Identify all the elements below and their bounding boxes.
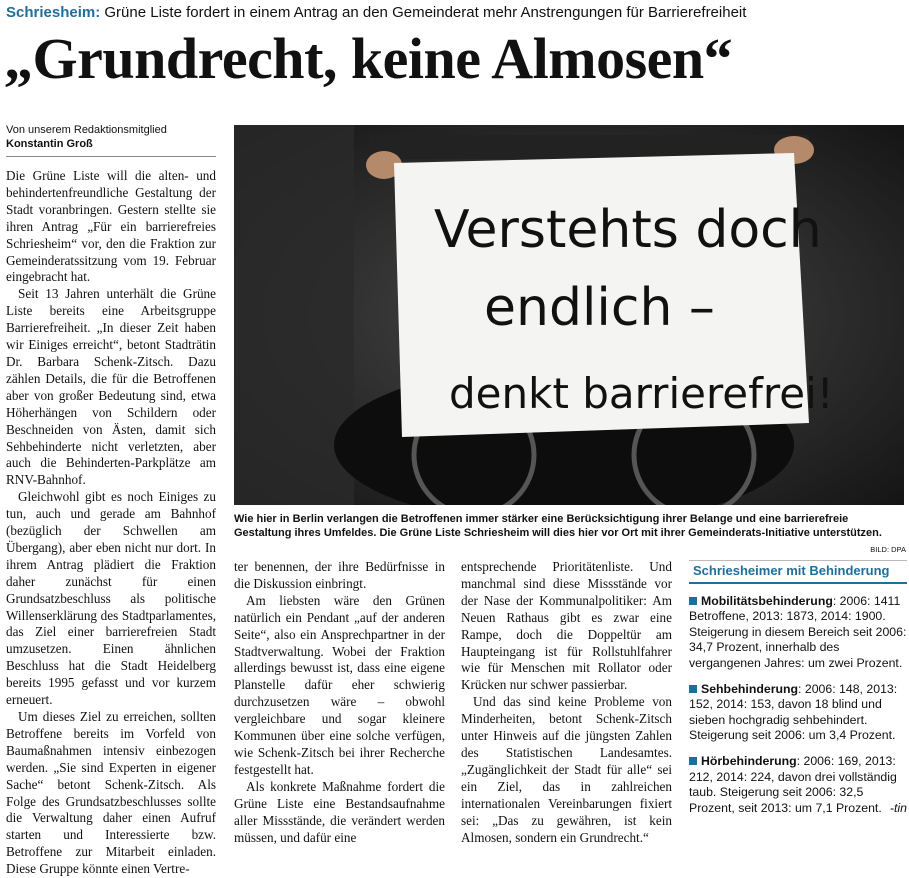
article-column-3	[461, 559, 672, 846]
info-item-label: Sehbehinderung	[701, 681, 799, 696]
protest-sign-photo	[234, 125, 904, 505]
info-item-text: : 2006: 1411 Betroffene, 2013: 1873, 2014: 1900. Steigerung in diesem Bereich seit 2006: 34,7 Prozent, innerhalb des vergangenen Jahres: um zwei Prozent.	[689, 593, 907, 670]
info-item-text: : 2006: 148, 2013: 152, 2014: 153, davon 18 blind und sieben hochgradig sehbehindert. Steigerung seit 2006: um 3,4 Prozent.	[689, 681, 898, 743]
headline: „Grundrecht, keine Almosen“	[4, 26, 733, 91]
byline-divider	[6, 156, 216, 157]
paragraph: entsprechende Prioritätenliste. Und manchmal sind diese Missstände vor der Nase der Kommunalpolitiker: Am Neuen Rathaus gibt es zwar eine Rampe, doch die Doppeltür am Haupteingang ist für Rollstuhlfahrer wie für Menschen mit Rollator oder Krücken nur schwer passierbar.	[461, 559, 672, 693]
paragraph: Die Grüne Liste will die alten- und behindertenfreundliche Gestaltung der Stadt voranbringen. Gestern stellte sie ihren Antrag „Für ein barrierefreies Schriesheim“ vor, den die Fraktion zur Gemeinderatssitzung vom 19. Februar eingebracht hat.	[6, 168, 216, 285]
info-item-text: : 2006: 169, 2013: 212, 2014: 224, davon drei vollständig taub. Steigerung seit 2006: 32,5 Prozent, seit 2013: um 7,1 Prozent.	[689, 753, 897, 815]
info-item-hearing	[689, 754, 907, 816]
article-column-2	[234, 559, 445, 846]
byline-author: Konstantin Groß	[6, 138, 93, 150]
sign-text-3: denkt barrierefrei!	[449, 369, 834, 418]
kicker-text: Grüne Liste fordert in einem Antrag an den Gemeinderat mehr Anstrengungen für Barrierefreiheit	[104, 4, 747, 21]
bullet-square-icon	[689, 597, 697, 605]
bullet-square-icon	[689, 757, 697, 765]
location-label: Schriesheim:	[6, 4, 101, 21]
info-box	[689, 560, 907, 826]
bullet-square-icon	[689, 685, 697, 693]
photo-credit: BILD: DPA	[870, 545, 906, 554]
byline-intro: Von unserem Redaktionsmitglied	[6, 124, 167, 136]
paragraph: Und das sind keine Probleme von Minderheiten, betont Schenk-Zitsch unter Hinweis auf die jüngsten Zahlen des Statistischen Landesamtes. „Zugänglichkeit der Stadt für alle“ sei ein Ziel, das in zahlreichen internationalen Vereinbarungen fixiert sei: „Das zu gewähren, ist kein Almosen, sondern ein Grundrecht.“	[461, 694, 672, 845]
caption-text: Wie hier in Berlin verlangen die Betroffenen immer stärker eine Berücksichtigung ihrer Belange und eine barrierefreie Gestaltung ihres Umfeldes. Die Grüne Liste Schriesheim will dies hier vor Ort mit ihrer Gemeinderats-Initiative unterstützen.	[234, 513, 882, 539]
info-item-mobility	[689, 594, 907, 672]
info-box-title: Schriesheimer mit Behinderung	[689, 560, 907, 584]
info-item-vision	[689, 682, 907, 744]
news-photo	[234, 125, 904, 505]
paragraph: Am liebsten wäre den Grünen natürlich ein Pendant „auf der anderen Seite“, also ein Ansprechpartner in der Stadtverwaltung. Wobei der Fraktion allerdings bewusst ist, dass eine eigene Planstelle dafür eher schwierig durchzusetzen wäre – obwohl vergleichbare und sogar kleinere Kommunen über eine solche verfügen, wie Schenk-Zitsch bei ihrer Recherche festgestellt hat.	[234, 592, 445, 777]
paragraph: Gleichwohl gibt es noch Einiges zu tun, auch und gerade am Bahnhof (bezüglich der Schwellen am Übergang), aber eben nicht nur dort. In ihrem Antrag plädiert die Fraktion daher zunächst für einen Grundsatzbeschluss als politische Willenserklärung des Stadtparlamentes, das Ziel einer barrierefreien Stadt umzusetzen. Einen ähnlichen Beschluss hat die Stadt Heidelberg bereits 1995 gefasst und vor kurzem erneuert.	[6, 489, 216, 708]
info-item-label: Mobilitätsbehinderung	[701, 593, 833, 608]
paragraph: Als konkrete Maßnahme fordert die Grüne Liste eine Bestandsaufnahme aller Missstände, die verändert werden müssen, und dafür eine	[234, 778, 445, 845]
article-column-1	[6, 168, 216, 878]
paragraph: Seit 13 Jahren unterhält die Grüne Liste bereits eine Arbeitsgruppe Barrierefreiheit. „In dieser Zeit haben wir Einiges erreicht“, betont Stadträtin Dr. Barbara Schenk-Zitsch. Dazu zählen Details, die für die Betroffenen aber von großer Bedeutung sind, etwa Höherhängen von Schildern oder Beschneiden von Ästen, damit sich Sehbehinderte nicht verletzten, aber auch die Behinderten-Parkplätze am RNV-Bahnhof.	[6, 286, 216, 488]
paragraph: Um dieses Ziel zu erreichen, sollten Betroffene bereits im Vorfeld von Baumaßnahmen intensiv einbezogen werden. „Sie sind Experten in eigener Sache“ betont Schenk-Zitsch. Als Folge des Grundsatzbeschlusses sollte die Verwaltung daher einen Aufruf starten und Interessierte bzw. Betroffene zur Mitarbeit einladen. Diese Gruppe könnte einen Vertre-	[6, 709, 216, 877]
info-item-label: Hörbehinderung	[701, 753, 797, 768]
sign-text-1: Verstehts doch	[434, 200, 822, 260]
photo-caption	[234, 512, 906, 557]
kicker-line	[6, 4, 746, 21]
paragraph: ter benennen, der ihre Bedürfnisse in die Diskussion einbringt.	[234, 559, 445, 591]
byline	[6, 123, 216, 151]
sign-text-2: endlich –	[484, 278, 715, 338]
author-signature: -tin	[889, 800, 907, 815]
